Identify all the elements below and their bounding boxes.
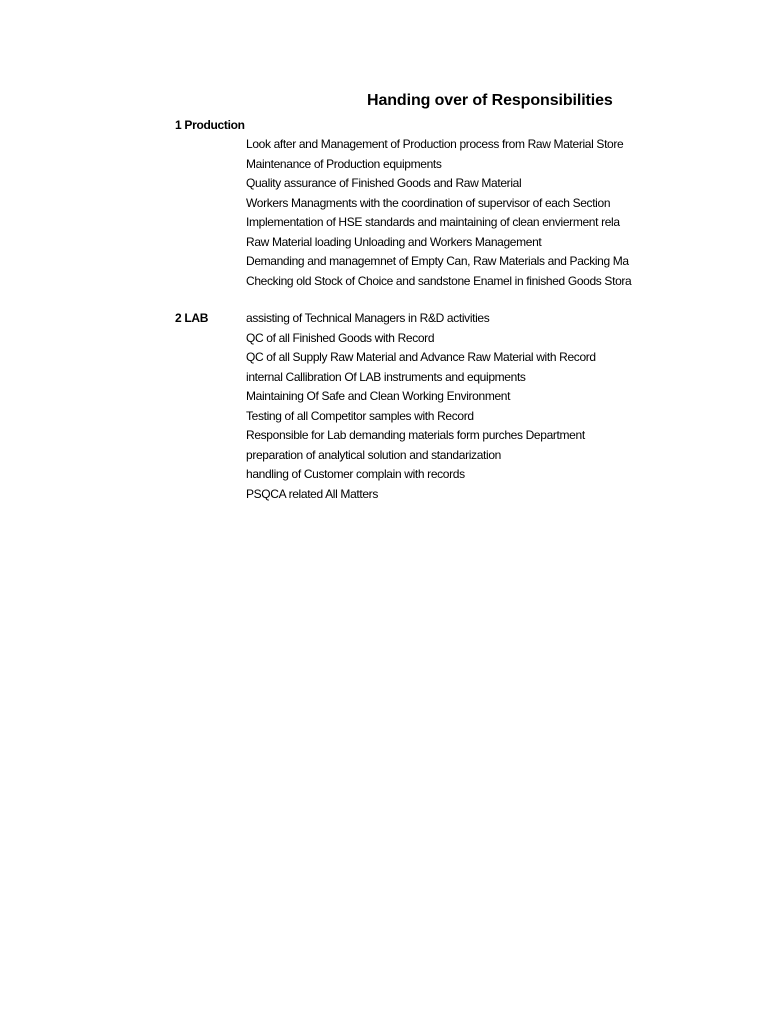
- list-item: QC of all Supply Raw Material and Advance Raw Material with Record: [246, 350, 596, 364]
- section-name: Production: [184, 118, 245, 132]
- list-item: Quality assurance of Finished Goods and Raw Material: [246, 176, 522, 190]
- section-label-lab: [175, 309, 208, 329]
- section-items-lab: [246, 309, 668, 504]
- list-item: Raw Material loading Unloading and Workers Management: [246, 234, 542, 249]
- section-number: 1: [175, 118, 182, 132]
- list-item: preparation of analytical solution and standarization: [246, 447, 501, 462]
- section-number: 2: [175, 311, 182, 325]
- list-item: Maintenance of Production equipments: [246, 156, 442, 171]
- list-item: Testing of all Competitor samples with Record: [246, 408, 474, 423]
- list-item: handling of Customer complain with records: [246, 467, 465, 481]
- list-item: Responsible for Lab demanding materials form purches Department: [246, 428, 585, 442]
- list-item: Implementation of HSE standards and maintaining of clean envierment rela: [246, 215, 620, 229]
- list-item: internal Callibration Of LAB instruments and equipments: [246, 369, 526, 384]
- section-items-production: [246, 135, 668, 291]
- list-item: assisting of Technical Managers in R&D activities: [246, 311, 490, 325]
- list-item: Look after and Management of Production process from Raw Material Store: [246, 137, 624, 151]
- document-title: Handing over of Responsibilities: [367, 92, 613, 109]
- list-item: Workers Managments with the coordination of supervisor of each Section: [246, 195, 611, 210]
- list-item: QC of all Finished Goods with Record: [246, 330, 435, 345]
- list-item: Demanding and managemnet of Empty Can, Raw Materials and Packing Ma: [246, 254, 629, 268]
- section-label-production: [175, 118, 245, 132]
- list-item: PSQCA related All Matters: [246, 486, 378, 501]
- list-item: Checking old Stock of Choice and sandstone Enamel in finished Goods Stora: [246, 273, 632, 288]
- section-name: LAB: [184, 311, 209, 325]
- list-item: Maintaining Of Safe and Clean Working Environment: [246, 389, 511, 403]
